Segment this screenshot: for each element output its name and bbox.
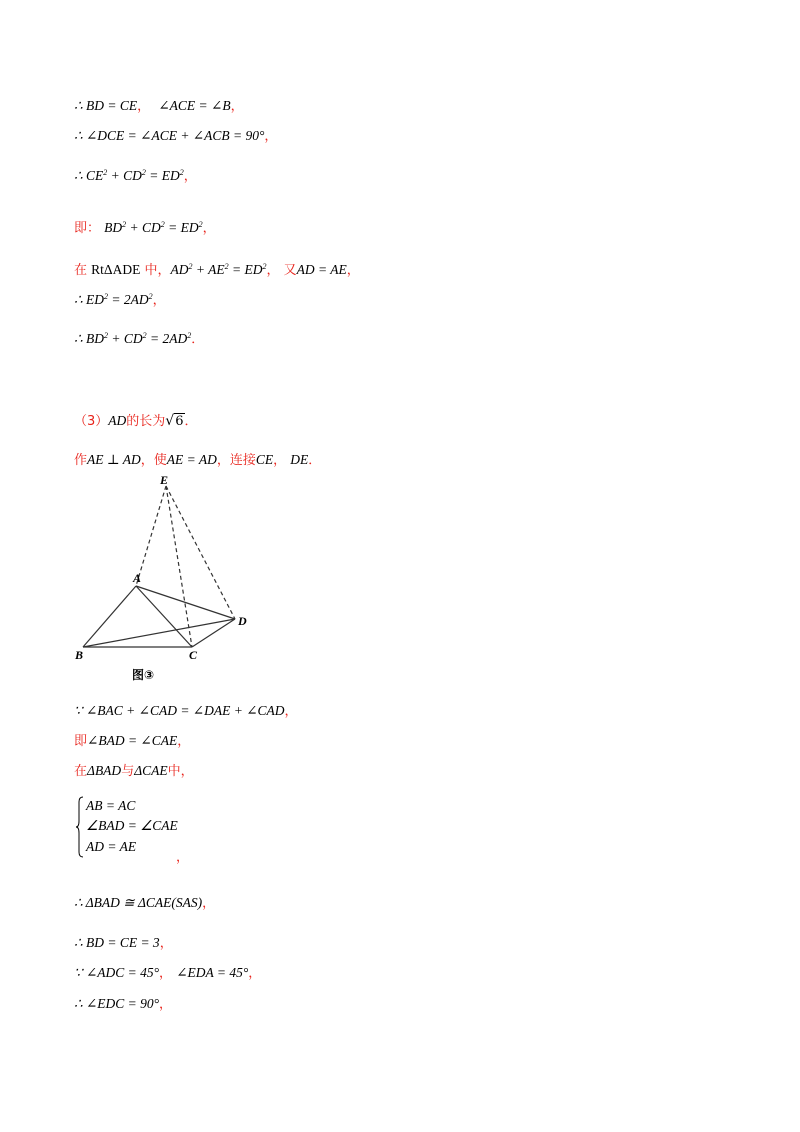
math-expr: = ED [164, 220, 199, 235]
label-text: 在 [74, 764, 88, 779]
equal-sides-line [74, 934, 173, 953]
radicand: 6 [175, 414, 184, 429]
exponent: 2 [224, 262, 229, 271]
exponent: 2 [142, 331, 147, 340]
angles-line [74, 964, 261, 983]
punct: ， [264, 129, 278, 144]
exponent: 2 [148, 292, 153, 301]
math-expr: AD = AE [296, 262, 347, 277]
math-expr: ∵ ∠ADC = 45° [74, 965, 160, 980]
exponent: 2 [179, 168, 184, 177]
construction-line [74, 451, 321, 470]
math-expr: ∠BAD = ∠CAE [87, 733, 178, 748]
punct: ， [202, 896, 216, 911]
punct: ． [191, 332, 205, 347]
exponent: 2 [103, 292, 108, 301]
right-angle-line [74, 995, 172, 1014]
math-expr: + CD [126, 220, 161, 235]
math-expr: + CD [107, 168, 142, 183]
proof-in-triangles-line [74, 762, 194, 781]
punct: ， [152, 293, 166, 308]
label-text: ，连接 [216, 453, 256, 468]
part-number: （3） [74, 414, 109, 429]
exponent: 2 [103, 331, 108, 340]
punct: ， [177, 734, 191, 749]
math-expr: ΔCAE [134, 763, 168, 778]
proof-line-4 [74, 219, 216, 238]
proof-because-line [74, 702, 298, 721]
exponent: 2 [188, 262, 193, 271]
math-expr: + CD [107, 331, 143, 346]
proof-line-6 [74, 291, 166, 310]
system-row-3: AD = AE [86, 839, 137, 854]
punct: ， [176, 850, 190, 865]
label-text: ，使 [140, 453, 167, 468]
math-expr: ∴ ΔBAD ≅ ΔCAE(SAS) [74, 895, 203, 910]
exponent: 2 [122, 220, 127, 229]
figure-caption: 图③ [132, 668, 155, 682]
punct: ， [183, 169, 197, 184]
math-expr: ∴ ∠EDC = 90° [74, 996, 160, 1011]
point-label-B: B [75, 648, 84, 662]
exponent: 2 [262, 262, 267, 271]
punct: ， [346, 263, 360, 278]
math-expr: = 2AD [107, 292, 149, 307]
punct: ， [230, 99, 244, 114]
math-expr: = ED [145, 168, 180, 183]
segment-BD [83, 619, 235, 647]
label-text: ， [273, 453, 287, 468]
math-expr: ∴ BD = CE = 3 [74, 935, 160, 950]
math-expr: BD [104, 220, 123, 235]
punct: ． [308, 453, 322, 468]
punct: ， [137, 99, 151, 114]
point-label-D: D [238, 614, 247, 628]
label-text: 与 [121, 764, 135, 779]
math-expr: ∠EDA = 45° [176, 965, 249, 980]
exponent: 2 [198, 220, 203, 229]
label-text: 的长为 [126, 414, 166, 429]
system-row-1: AB = AC [86, 798, 136, 813]
label-text: 作 [74, 453, 88, 468]
punct: ， [284, 704, 298, 719]
point-label-C: C [189, 648, 198, 662]
math-expr: = ED [228, 262, 263, 277]
geometry-figure [70, 470, 260, 690]
triangle-name: RtΔADE [91, 262, 141, 277]
proof-line-2 [74, 127, 277, 146]
proof-line-5 [74, 261, 360, 280]
math-expr: ∠ACE = ∠B [158, 98, 231, 113]
label-text: 即 [74, 734, 88, 749]
brace-icon [76, 796, 84, 858]
part3-heading [74, 412, 198, 431]
math-expr: CE [255, 452, 274, 467]
math-expr: ∴ BD [74, 331, 104, 346]
exponent: 2 [141, 168, 146, 177]
math-expr: AD [108, 413, 127, 428]
math-expr: ∴ BD = CE [74, 98, 138, 113]
proof-namely-line [74, 732, 190, 751]
math-expr: ∴ ∠DCE = ∠ACE + ∠ACB = 90° [74, 128, 265, 143]
proof-line-3 [74, 167, 197, 186]
point-label-E: E [160, 473, 169, 487]
punct: ． [184, 414, 198, 429]
proof-line-1 [74, 97, 244, 116]
exponent: 2 [103, 168, 108, 177]
math-expr: AE ⊥ AD [87, 452, 141, 467]
congruence-line [74, 894, 215, 913]
math-expr: + AE [192, 262, 225, 277]
label-text: 中， [167, 764, 194, 779]
punct: ， [248, 966, 262, 981]
punct: ， [266, 263, 280, 278]
math-expr: ∴ ED [74, 292, 104, 307]
punct: ， [159, 966, 173, 981]
math-expr: ΔBAD [87, 763, 122, 778]
math-expr: AE = AD [166, 452, 217, 467]
exponent: 2 [160, 220, 165, 229]
math-expr: = 2AD [146, 331, 188, 346]
system-row-2: ∠BAD = ∠CAE [86, 818, 178, 833]
math-expr: AD [170, 262, 189, 277]
math-expr: DE [290, 452, 309, 467]
label-text: 在 [74, 263, 88, 278]
proof-line-7 [74, 330, 204, 349]
punct: ， [159, 997, 173, 1012]
label-text: 即： [74, 221, 101, 236]
exponent: 2 [187, 331, 192, 340]
sqrt-expr: √6 [165, 413, 184, 429]
label-text: 中， [144, 263, 171, 278]
math-expr: ∴ CE [74, 168, 104, 183]
punct: ， [159, 936, 173, 951]
segment-AB [83, 586, 136, 647]
point-label-A: A [133, 571, 142, 585]
label-text: 又 [283, 263, 297, 278]
punct: ， [202, 221, 216, 236]
math-expr: ∵ ∠BAC + ∠CAD = ∠DAE + ∠CAD [74, 703, 285, 718]
